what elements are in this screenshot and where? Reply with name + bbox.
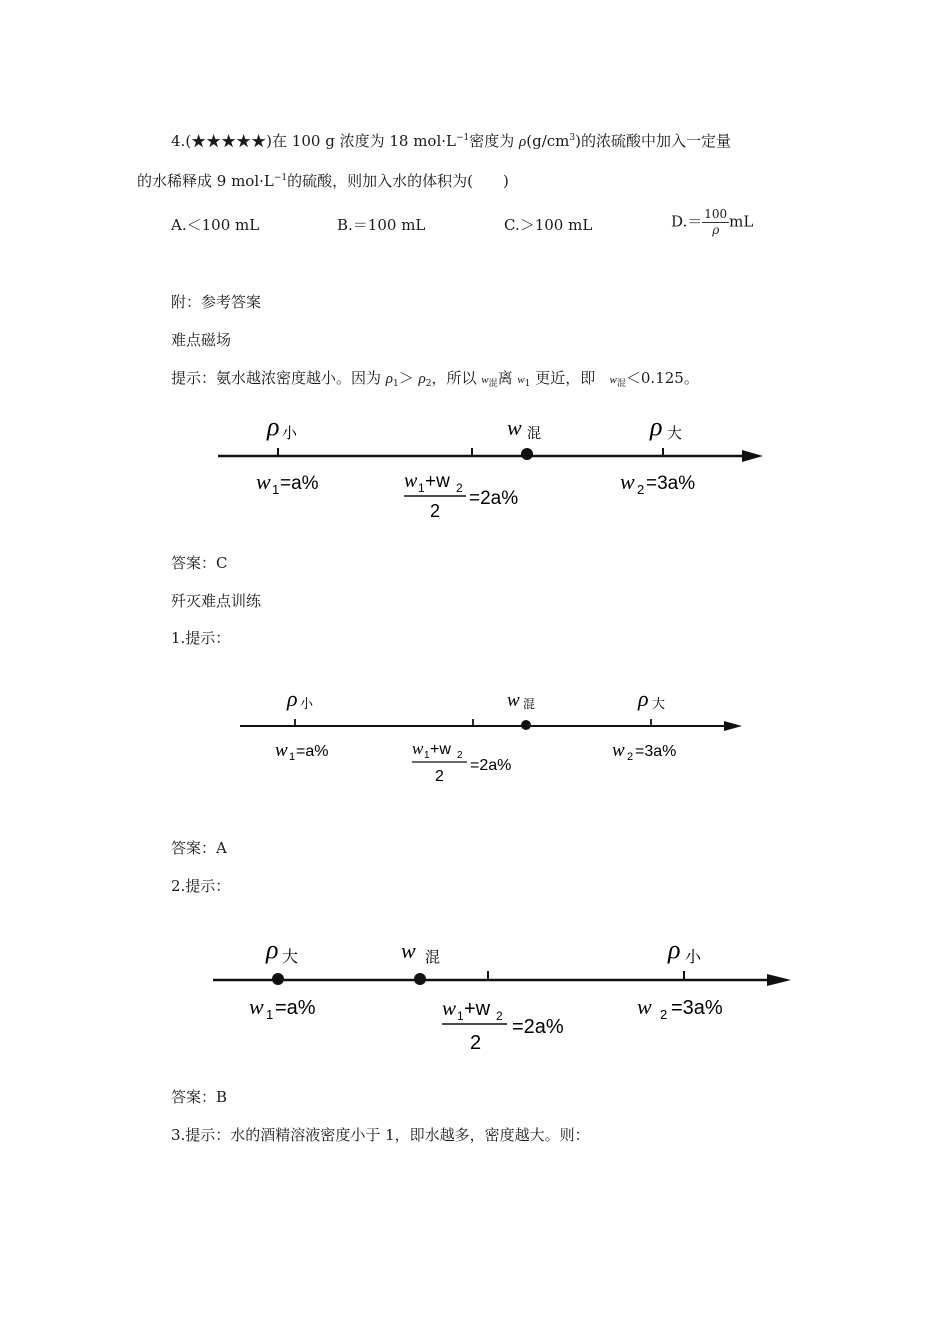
subscript: 2 <box>627 751 634 763</box>
question-line-1: 4.(★★★★★)在 100 g 浓度为 18 $mol\cdot L^{-1}$密度为 $\rho(g/cm^3)$的浓硫酸中加入一定量 <box>171 132 731 150</box>
number-line-diagram-1 <box>210 405 770 530</box>
arrow-head <box>767 974 791 986</box>
difficulty-stars: (★★★★★) <box>185 132 273 150</box>
rho-label: ρ <box>287 686 298 711</box>
number-line-svg-3 <box>205 928 805 1063</box>
mixed-point <box>521 448 533 460</box>
small-label: 小 <box>685 949 702 966</box>
option-b: B.＝100 mL <box>337 216 426 234</box>
w2-equation: =3a% <box>671 997 723 1019</box>
number-line-diagram-2 <box>232 678 752 798</box>
w-label: w <box>507 415 522 440</box>
subscript: 2 <box>496 1009 503 1023</box>
subscript: 1 <box>266 1007 274 1022</box>
subscript: 1 <box>457 1009 464 1023</box>
question-line-2: 的水稀释成 9 $mol\cdot L^{-1}$的硫酸，则加入水的体积为( ) <box>137 172 509 190</box>
plus-w-label: +w <box>425 471 450 492</box>
option-d: D.＝ $\frac{100}{\rho}$ mL <box>671 207 754 237</box>
hint-q1: 1.提示： <box>171 629 231 647</box>
rho-label: ρ <box>668 935 681 964</box>
rho-label: ρ <box>267 412 280 441</box>
appendix-title: 附：参考答案 <box>171 293 262 311</box>
rho-label: ρ <box>266 935 279 964</box>
w-label: w <box>256 469 271 494</box>
arrow-head <box>742 450 763 462</box>
answer-q1: 答案：A <box>171 839 227 857</box>
w-label: w <box>612 740 625 761</box>
hint-q3: 3.提示：水的酒精溶液密度小于 1，即水越多，密度越大。则： <box>171 1126 590 1144</box>
fraction: $\frac{100}{\rho}$ <box>704 207 728 237</box>
hint-q2: 2.提示： <box>171 877 231 895</box>
w-label: w <box>275 740 288 761</box>
w-label: w <box>412 739 424 758</box>
mixed-point <box>414 973 426 985</box>
subscript: 1 <box>424 750 430 761</box>
plus-w-label: +w <box>430 741 451 758</box>
rho-label: ρ <box>650 412 663 441</box>
denominator: 2 <box>470 1032 482 1054</box>
option-a: A.＜100 mL <box>171 216 260 234</box>
denominator: 2 <box>430 501 441 521</box>
w-label: w <box>404 470 418 492</box>
big-density-point <box>272 973 284 985</box>
number-line-svg-1 <box>210 405 770 530</box>
answer-1: 答案：C <box>171 554 228 572</box>
option-c: C.＞100 mL <box>504 216 593 234</box>
number-line-diagram-3 <box>205 928 805 1063</box>
rho-label: ρ <box>638 686 649 711</box>
w1-equation: =a% <box>275 997 316 1019</box>
small-label: 小 <box>300 696 314 711</box>
subscript: 2 <box>637 482 645 497</box>
w-label: w <box>637 994 652 1019</box>
mix-label: 混 <box>425 949 441 966</box>
w1-equation: =a% <box>296 743 329 760</box>
w-label: w <box>442 996 457 1020</box>
w1-equation: =a% <box>280 473 319 494</box>
big-label: 大 <box>667 425 683 442</box>
subscript: 1 <box>272 482 280 497</box>
subscript: 1 <box>418 481 425 495</box>
mixed-point <box>521 720 531 730</box>
w2-equation: =3a% <box>635 743 677 760</box>
arrow-head <box>724 721 742 731</box>
number-line-svg-2 <box>232 678 752 798</box>
section-title-training: 歼灭难点训练 <box>171 592 262 610</box>
subscript: 2 <box>457 750 463 761</box>
denominator: 2 <box>435 768 444 785</box>
midpoint-equation: =2a% <box>469 488 519 509</box>
answer-q2: 答案：B <box>171 1088 228 1106</box>
w2-equation: =3a% <box>646 473 696 494</box>
section-title-difficulty: 难点磁场 <box>171 331 232 349</box>
midpoint-equation: =2a% <box>512 1016 564 1038</box>
small-label: 小 <box>282 425 298 442</box>
w-label: w <box>507 690 520 711</box>
hint-paragraph: 提示：氨水越浓密度越小。因为 $\rho_1> \rho_2$，所以 $w_混$离 $w_1$ 更近，即 $w_混<0.125$。 <box>171 369 699 389</box>
plus-w-label: +w <box>464 998 491 1020</box>
subscript: 2 <box>660 1007 668 1022</box>
big-label: 大 <box>282 949 299 966</box>
big-label: 大 <box>652 696 666 711</box>
mix-label: 混 <box>523 697 536 711</box>
w-label: w <box>249 994 264 1019</box>
mix-label: 混 <box>527 425 541 441</box>
midpoint-equation: =2a% <box>470 757 512 774</box>
w-label: w <box>401 938 416 963</box>
subscript: 2 <box>456 481 463 495</box>
subscript: 1 <box>289 751 296 763</box>
w-label: w <box>620 469 635 494</box>
question-number: 4. <box>171 132 186 150</box>
